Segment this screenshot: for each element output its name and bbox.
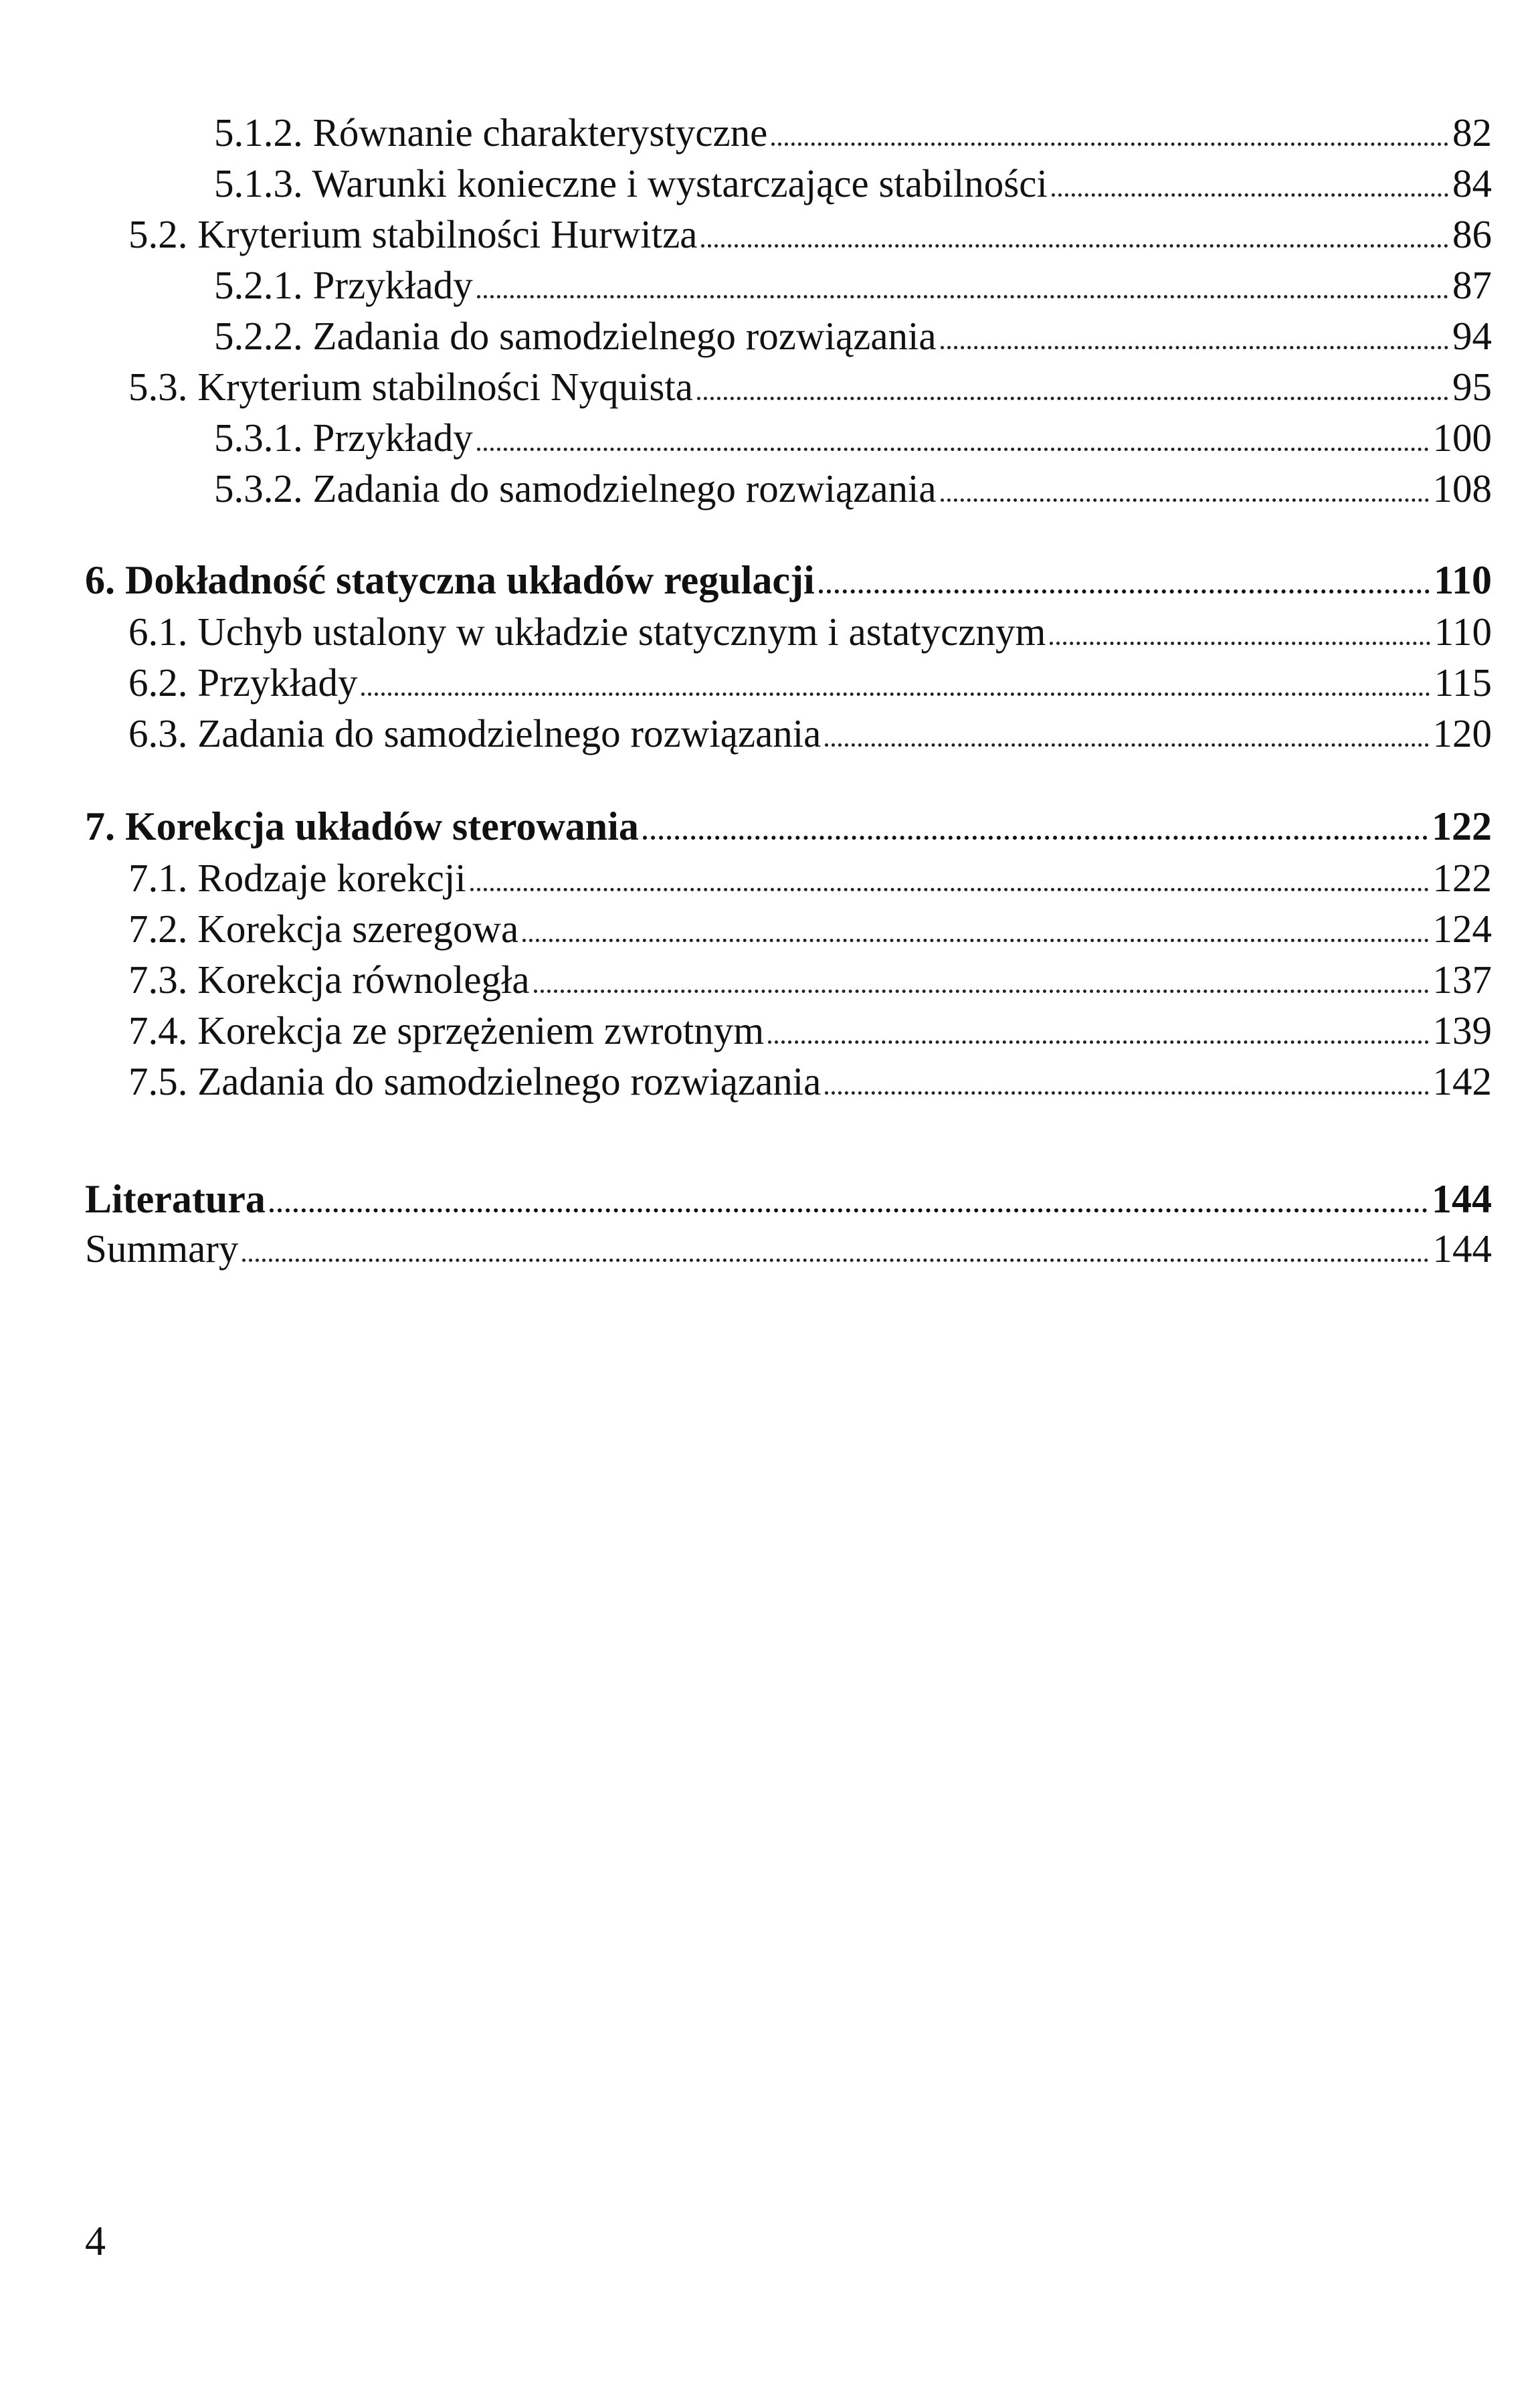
toc-entry-page: 122 xyxy=(1432,804,1492,848)
toc-entry[interactable] xyxy=(128,953,1492,1006)
toc-entry-title: Summary xyxy=(85,1226,239,1271)
dot-leader xyxy=(242,1259,1428,1262)
dot-leader xyxy=(522,939,1428,942)
toc-entry-title: 7.3. Korekcja równoległa xyxy=(128,957,530,1002)
toc-entry[interactable] xyxy=(128,851,1492,905)
dot-leader xyxy=(819,589,1430,593)
dot-leader xyxy=(643,836,1428,840)
toc-entry-page: 110 xyxy=(1434,558,1492,602)
dot-leader xyxy=(825,743,1428,747)
toc-entry[interactable] xyxy=(128,207,1492,261)
toc-entry-page: 120 xyxy=(1432,711,1492,755)
dot-leader xyxy=(270,1208,1428,1212)
toc-entry-title: 7.4. Korekcja ze sprzężeniem zwrotnym xyxy=(128,1008,765,1052)
dot-leader xyxy=(477,295,1448,298)
dot-leader xyxy=(470,888,1429,891)
dot-leader xyxy=(825,1091,1428,1095)
toc-chapter-entry[interactable] xyxy=(85,553,1492,607)
toc-entry-page: 100 xyxy=(1432,416,1492,460)
toc-entry-title: 5.2. Kryterium stabilności Hurwitza xyxy=(128,212,698,256)
toc-entry[interactable] xyxy=(214,309,1492,363)
toc-entry-title: 5.2.2. Zadania do samodzielnego rozwiązania xyxy=(214,314,937,358)
toc-entry-page: 115 xyxy=(1434,660,1492,705)
toc-entry-title: 6. Dokładność statyczna układów regulacji xyxy=(85,558,815,602)
toc-entry-title: 6.3. Zadania do samodzielnego rozwiązania xyxy=(128,711,822,755)
toc-entry-page: 139 xyxy=(1432,1008,1492,1052)
dot-leader xyxy=(768,1040,1428,1044)
toc-entry[interactable] xyxy=(214,462,1492,515)
toc-entry-title: 7.1. Rodzaje korekcji xyxy=(128,856,466,900)
toc-entry-title: 6.2. Przykłady xyxy=(128,660,358,705)
toc-entry-title: 7.5. Zadania do samodzielnego rozwiązania xyxy=(128,1059,822,1103)
toc-entry-page: 137 xyxy=(1432,957,1492,1002)
toc-entry[interactable] xyxy=(128,656,1492,709)
toc-entry[interactable] xyxy=(214,411,1492,464)
toc-entry[interactable] xyxy=(128,1055,1492,1108)
dot-leader xyxy=(1052,193,1448,197)
toc-entry[interactable] xyxy=(128,1004,1492,1057)
toc-entry-title: 5.2.1. Przykłady xyxy=(214,263,473,307)
toc-entry-page: 84 xyxy=(1452,161,1492,205)
toc-entry-title: Literatura xyxy=(85,1177,266,1221)
toc-entry-page: 110 xyxy=(1434,610,1492,654)
toc-entry-page: 108 xyxy=(1432,466,1492,511)
toc-entry-page: 95 xyxy=(1452,365,1492,409)
dot-leader xyxy=(361,693,1430,696)
toc-entry-title: 6.1. Uchyb ustalony w układzie statycznym i astatycznym xyxy=(128,610,1046,654)
toc-entry-title: 5.1.3. Warunki konieczne i wystarczające stabilności xyxy=(214,161,1048,205)
dot-leader xyxy=(1050,642,1430,645)
toc-entry-title: 5.3.1. Przykłady xyxy=(214,416,473,460)
toc-entry-title: 7.2. Korekcja szeregowa xyxy=(128,907,519,951)
toc-entry[interactable] xyxy=(85,1222,1492,1275)
dot-leader xyxy=(771,143,1448,146)
toc-entry-page: 144 xyxy=(1432,1226,1492,1271)
toc-entry[interactable] xyxy=(128,605,1492,658)
toc-entry-page: 87 xyxy=(1452,263,1492,307)
toc-entry[interactable] xyxy=(128,707,1492,760)
toc-entry-title: 5.3.2. Zadania do samodzielnego rozwiązania xyxy=(214,466,937,511)
toc-entry[interactable] xyxy=(214,258,1492,312)
toc-entry-page: 94 xyxy=(1452,314,1492,358)
toc-entry[interactable] xyxy=(128,360,1492,414)
toc-entry-title: 5.3. Kryterium stabilności Nyquista xyxy=(128,365,693,409)
toc-entry[interactable] xyxy=(214,157,1492,210)
dot-leader xyxy=(477,448,1429,451)
dot-leader xyxy=(941,498,1429,502)
dot-leader xyxy=(697,397,1448,400)
toc-entry[interactable] xyxy=(128,902,1492,955)
toc-chapter-entry[interactable] xyxy=(85,1172,1492,1226)
toc-entry-page: 124 xyxy=(1432,907,1492,951)
toc-entry[interactable] xyxy=(214,106,1492,159)
toc-entry-page: 86 xyxy=(1452,212,1492,256)
toc-entry-page: 122 xyxy=(1432,856,1492,900)
toc-entry-page: 82 xyxy=(1452,110,1492,155)
page-number: 4 xyxy=(85,2219,106,2264)
dot-leader xyxy=(701,244,1448,248)
toc-entry-title: 5.1.2. Równanie charakterystyczne xyxy=(214,110,768,155)
dot-leader xyxy=(941,346,1448,349)
toc-chapter-entry[interactable] xyxy=(85,800,1492,853)
toc-entry-page: 144 xyxy=(1432,1177,1492,1221)
dot-leader xyxy=(534,990,1429,993)
toc-entry-page: 142 xyxy=(1432,1059,1492,1103)
toc-entry-title: 7. Korekcja układów sterowania xyxy=(85,804,639,848)
